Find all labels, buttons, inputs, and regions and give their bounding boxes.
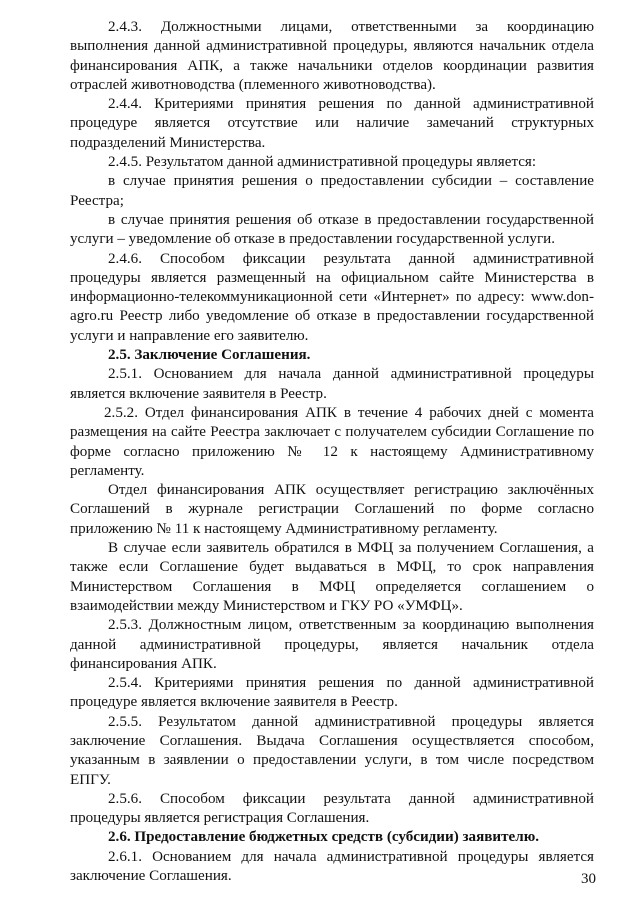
page-body — [70, 18, 594, 886]
section-heading-2-6: 2.6. Предоставление бюджетных средств (субсидии) заявителю. — [108, 829, 540, 846]
paragraph-2-5-2: 2.5.2. Отдел финансирования АПК в течение 4 рабочих дней с момента размещения на сайте Реестра заключает с получателем субсидии Соглашение по форме согласно приложению № 12 к настоящему Административному регламенту. — [70, 404, 594, 479]
paragraph-2-5-6: 2.5.6. Способом фиксации результата данной административной процедуры является регистрация Соглашения. — [70, 790, 594, 827]
paragraph-2-4-4: 2.4.4. Критериями принятия решения по данной административной процедуре является отсутствие или наличие замечаний структурных подразделений Министерства. — [70, 96, 594, 151]
paragraph-2-5-2-mfc: В случае если заявитель обратился в МФЦ за получением Соглашения, а также если Соглашение будет выдаваться в МФЦ, то срок направления Министерством Соглашения в МФЦ определяется соглашением о взаимодействии между Министерством и ГКУ РО «УМФЦ». — [70, 540, 594, 614]
paragraph-2-6-1: 2.6.1. Основанием для начала административной процедуры является заключение Соглашения. — [70, 848, 594, 885]
paragraph-2-5-1: 2.5.1. Основанием для начала данной административной процедуры является включение заявителя в Реестр. — [70, 366, 594, 402]
paragraph-2-4-3: 2.4.3. Должностными лицами, ответственными за координацию выполнения данной административной процедуры, являются начальник отдела финансирования АПК, а также начальники отделов координации развития отраслей животноводства (племенного животноводства). — [70, 19, 594, 93]
paragraph-2-5-4: 2.5.4. Критериями принятия решения по данной административной процедуре является включение заявителя в Реестр. — [70, 675, 594, 711]
page-number: 30 — [581, 871, 596, 887]
paragraph-2-4-5-case-subsidy: в случае принятия решения о предоставлении субсидии – составление Реестра; — [70, 173, 594, 209]
paragraph-2-4-5: 2.4.5. Результатом данной административной процедуры является: — [108, 154, 537, 171]
section-heading-2-5: 2.5. Заключение Соглашения. — [108, 347, 311, 364]
paragraph-2-5-3: 2.5.3. Должностным лицом, ответственным за координацию выполнения данной административной процедуры, является начальник отдела финансирования АПК. — [70, 617, 594, 672]
paragraph-2-4-5-case-refusal: в случае принятия решения об отказе в предоставлении государственной услуги – уведомление об отказе в предоставлении государственной услуги. — [70, 211, 594, 248]
paragraph-2-5-5: 2.5.5. Результатом данной административной процедуры является заключение Соглашения. Выдача Соглашения осуществляется способом, указанным в заявлении о предоставлении услуги, в том числе посредством ЕПГУ. — [70, 713, 594, 788]
paragraph-2-5-2-registration: Отдел финансирования АПК осуществляет регистрацию заключённых Соглашений в журнале регистрации Соглашений по форме согласно приложению № 11 к настоящему Административному регламенту. — [70, 482, 594, 537]
paragraph-2-4-6: 2.4.6. Способом фиксации результата данной административной процедуры является размещенный на официальном сайте Министерства в информационно-телекоммуникационной сети «Интернет» по адресу: www.don-agro.ru Реестр либо уведомление об отказе в предоставлении государственной услуги и направление его заявителю. — [70, 250, 594, 344]
